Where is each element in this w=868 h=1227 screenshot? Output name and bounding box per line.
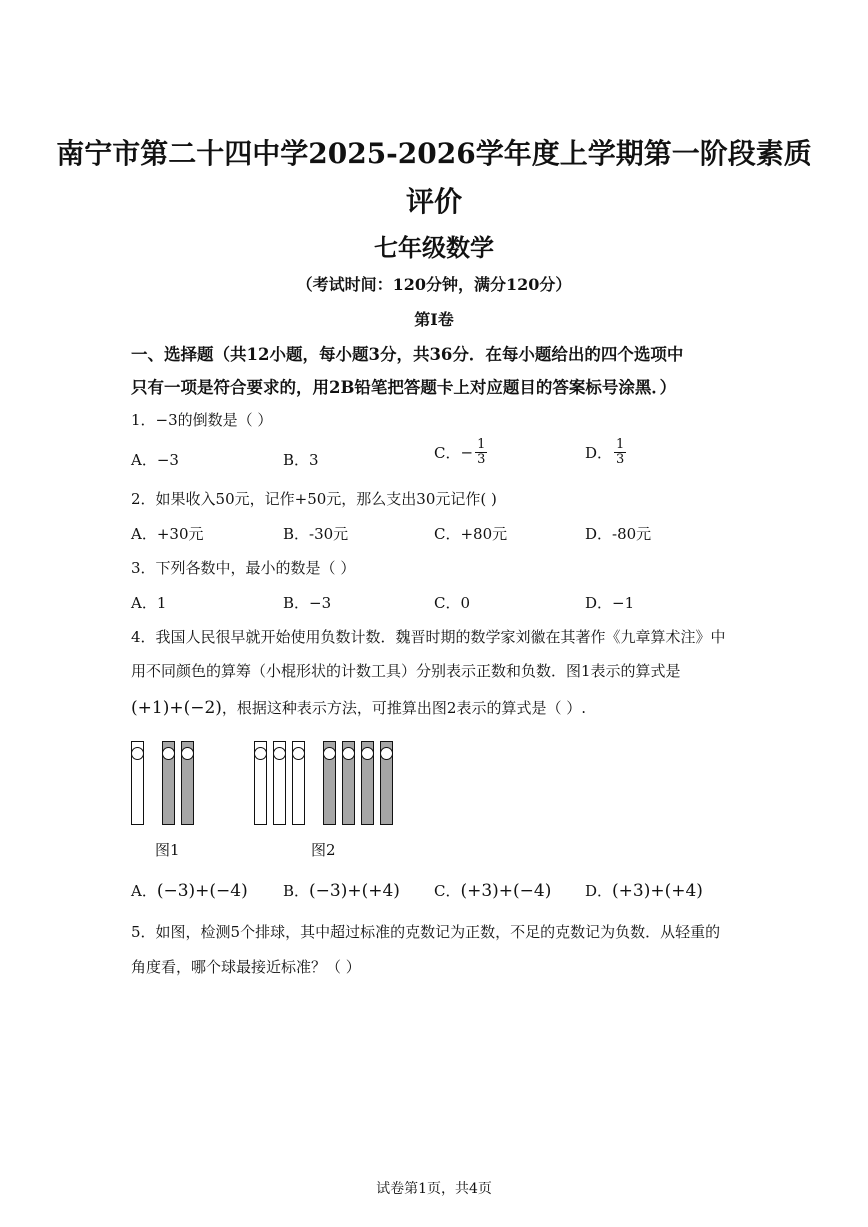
q4-stem-line3-rest: ，根据这种表示方法，可推算出图2表示的算式是（ ）.: [221, 699, 586, 717]
fig1-rod-white-1: [131, 741, 144, 825]
q2-stem: 2．如果收入50元，记作+50元，那么支出30元记作( ): [131, 490, 497, 508]
exam-info: （考试时间：120分钟，满分120分）: [296, 275, 572, 294]
q1-option-c-sign: −: [460, 443, 474, 462]
q4-option-c-expression: (+3)+(−4): [460, 881, 552, 901]
q1-option-b-label: B．: [283, 451, 310, 469]
fig2-rod-ring: [361, 747, 374, 760]
fig1-rod-ring: [162, 747, 175, 760]
q1-option-b: [283, 449, 319, 470]
q4-stem-line3: [131, 697, 586, 718]
q1-option-a: [131, 449, 179, 470]
q1-option-d-fraction: [614, 438, 626, 467]
fig2-rod-ring: [342, 747, 355, 760]
q4-option-d: [585, 880, 703, 901]
q1-option-d-label: D．: [585, 444, 613, 462]
fig2-rod-shaded-4: [380, 741, 393, 825]
subject-title: 七年级数学: [374, 233, 494, 262]
q1-option-d-numerator: 1: [616, 437, 625, 452]
section1-instructions-line1: 一、选择题（共12小题，每小题3分，共36分．在每小题给出的四个选项中: [131, 345, 684, 364]
q1-option-a-label: A．: [131, 451, 157, 469]
q5-stem-line2: 角度看，哪个球最接近标准？（ ）: [131, 958, 361, 976]
q2-option-b: B．-30元: [283, 525, 349, 543]
fig2-rod-white-3: [292, 741, 305, 825]
q2-option-c: C．+80元: [434, 525, 508, 543]
page-title-line2: 评价: [405, 185, 462, 218]
q4-option-d-expression: (+3)+(+4): [612, 881, 703, 901]
q4-option-d-label: D．: [585, 882, 613, 900]
q4-option-b-expression: (−3)+(+4): [309, 881, 400, 901]
fig2-rod-ring: [292, 747, 305, 760]
fig1-rod-shaded-1: [162, 741, 175, 825]
q4-option-b-label: B．: [283, 882, 310, 900]
fig1-caption: 图1: [155, 841, 180, 859]
q4-option-c-label: C．: [434, 882, 461, 900]
fig2-rod-white-1: [254, 741, 267, 825]
fig2-rod-shaded-1: [323, 741, 336, 825]
fig2-rod-ring: [323, 747, 336, 760]
q2-option-a: A．+30元: [131, 525, 204, 543]
page-footer: 试卷第1页，共4页: [376, 1181, 492, 1197]
q1-option-a-text: −3: [156, 451, 179, 469]
q4-option-a-expression: (−3)+(−4): [156, 881, 248, 901]
q5-stem-line1: 5．如图，检测5个排球，其中超过标准的克数记为正数，不足的克数记为负数．从轻重的: [131, 923, 721, 941]
fig2-rod-ring: [273, 747, 286, 760]
fig2-rod-ring: [254, 747, 267, 760]
q2-option-d: D．-80元: [585, 525, 652, 543]
fig1-rod-shaded-2: [181, 741, 194, 825]
q4-option-a-label: A．: [131, 882, 157, 900]
fig1-rod-ring: [181, 747, 194, 760]
q4-example-expression: (+1)+(−2): [131, 698, 222, 718]
fig2-rod-white-2: [273, 741, 286, 825]
page-title-line1: 南宁市第二十四中学2025-2026学年度上学期第一阶段素质: [56, 137, 812, 170]
fig1-rod-ring: [131, 747, 144, 760]
q4-stem-line1: 4．我国人民很早就开始使用负数计数．魏晋时期的数学家刘徽在其著作《九章算术注》中: [131, 628, 726, 646]
fig2-rod-shaded-2: [342, 741, 355, 825]
q1-option-b-text: 3: [309, 451, 319, 469]
q1-option-c-label: C．: [434, 444, 461, 462]
q4-option-b: [283, 880, 400, 901]
q3-option-b: B．−3: [283, 594, 332, 612]
q3-option-d: D．−1: [585, 594, 635, 612]
q4-option-a: [131, 880, 248, 901]
q1-option-c-denominator: 3: [477, 452, 486, 467]
q1-stem: 1．−3的倒数是（ ）: [131, 411, 273, 429]
volume-label: 第I卷: [414, 310, 454, 329]
q1-option-d: [585, 438, 626, 467]
fig2-rod-ring: [380, 747, 393, 760]
section1-instructions-line2: 只有一项是符合要求的，用2B铅笔把答题卡上对应题目的答案标号涂黑．）: [131, 378, 677, 397]
q1-option-c-fraction: [475, 438, 487, 467]
q1-option-c: [434, 438, 487, 467]
q3-stem: 3．下列各数中，最小的数是（ ）: [131, 559, 356, 577]
fig2-caption: 图2: [311, 841, 336, 859]
q1-option-d-denominator: 3: [616, 452, 625, 467]
fig2-rod-shaded-3: [361, 741, 374, 825]
q3-option-c: C．0: [434, 594, 471, 612]
q3-option-a: A．1: [131, 594, 167, 612]
q4-stem-line2: 用不同颜色的算筹（小棍形状的计数工具）分别表示正数和负数．图1表示的算式是: [131, 662, 681, 680]
q4-option-c: [434, 880, 551, 901]
q1-option-c-numerator: 1: [477, 437, 486, 452]
